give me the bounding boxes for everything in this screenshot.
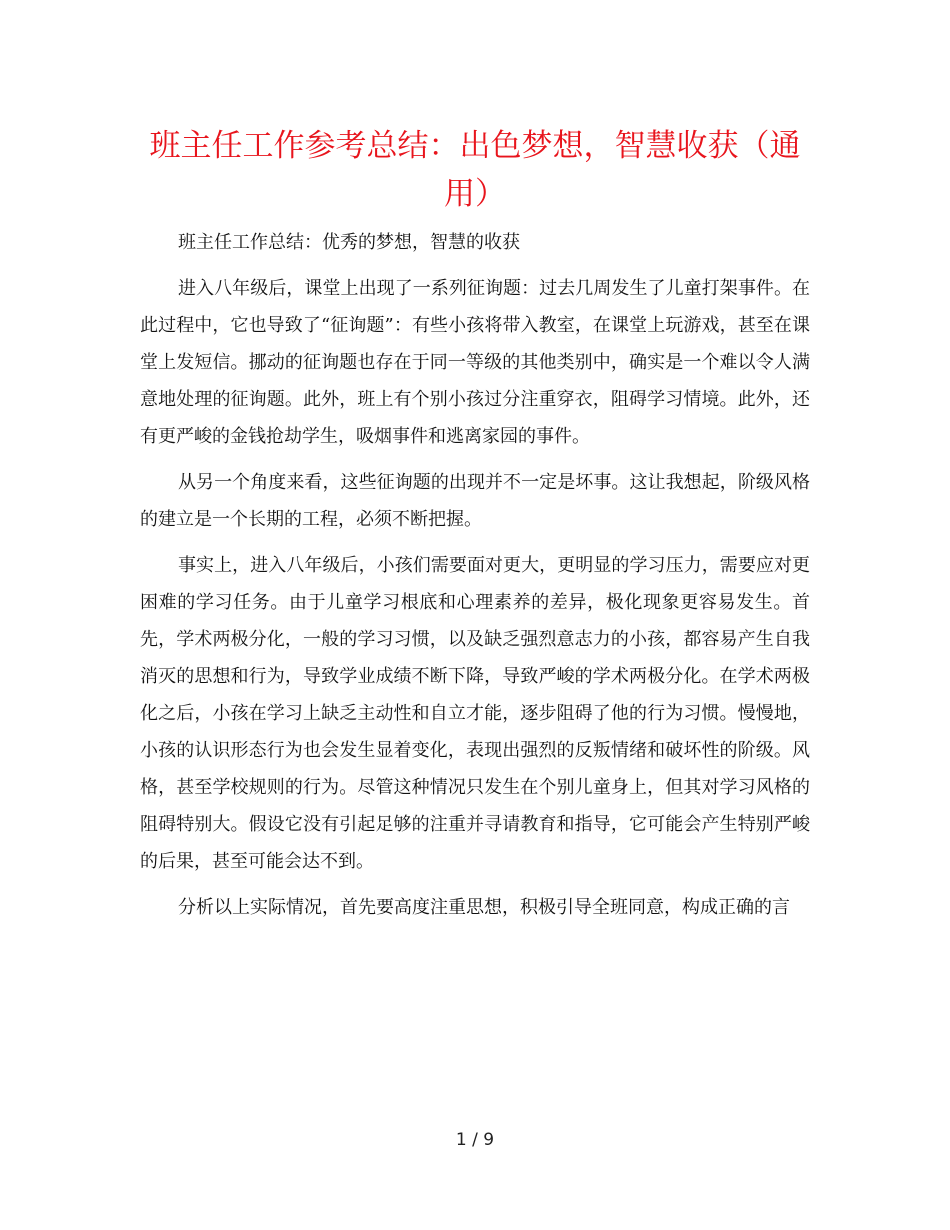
paragraph: 进入八年级后，课堂上出现了一系列征询题：过去几周发生了儿童打架事件。在此过程中，它也导致了“征询题”：有些小孩将带入教室，在课堂上玩游戏，甚至在课堂上发短信。挪动的征询题也存在于同一等级的其他类别中，确实是一个难以令人满意地处理的征询题。此外，班上有个别小孩过分注重穿衣，阻碍学习情境。此外，还有更严峻的金钱抢劫学生，吸烟事件和逃离家园的事件。	[140, 278, 810, 447]
paragraph: 分析以上实际情况，首先要高度注重思想，积极引导全班同意，构成正确的言	[178, 897, 790, 918]
document-body	[140, 224, 810, 935]
paragraph: 事实上，进入八年级后，小孩们需要面对更大，更明显的学习压力，需要应对更困难的学习任务。由于儿童学习根底和心理素养的差异，极化现象更容易发生。首先，学术两极分化，一般的学习习惯，以及缺乏强烈意志力的小孩，都容易产生自我消灭的思想和行为，导致学业成绩不断下降，导致严峻的学术两极分化。在学术两极化之后，小孩在学习上缺乏主动性和自立才能，逐步阻碍了他的行为习惯。慢慢地，小孩的认识形态行为也会发生显着变化，表现出强烈的反叛情绪和破坏性的阶级。风格，甚至学校规则的行为。尽管这种情况只发生在个别儿童身上，但其对学习风格的阻碍特别大。假设它没有引起足够的注重并寻请教育和指导，它可能会产生特别严峻的后果，甚至可能会达不到。	[140, 555, 810, 872]
document-title: 班主任工作参考总结：出色梦想，智慧收获（通用）	[149, 128, 801, 212]
paragraph: 从另一个角度来看，这些征询题的出现并不一定是坏事。这让我想起，阶级风格的建立是一个长期的工程，必须不断把握。	[140, 472, 810, 530]
paragraph-subtitle: 班主任工作总结：优秀的梦想，智慧的收获	[178, 232, 520, 253]
page-indicator: 1 / 9	[455, 1130, 495, 1150]
